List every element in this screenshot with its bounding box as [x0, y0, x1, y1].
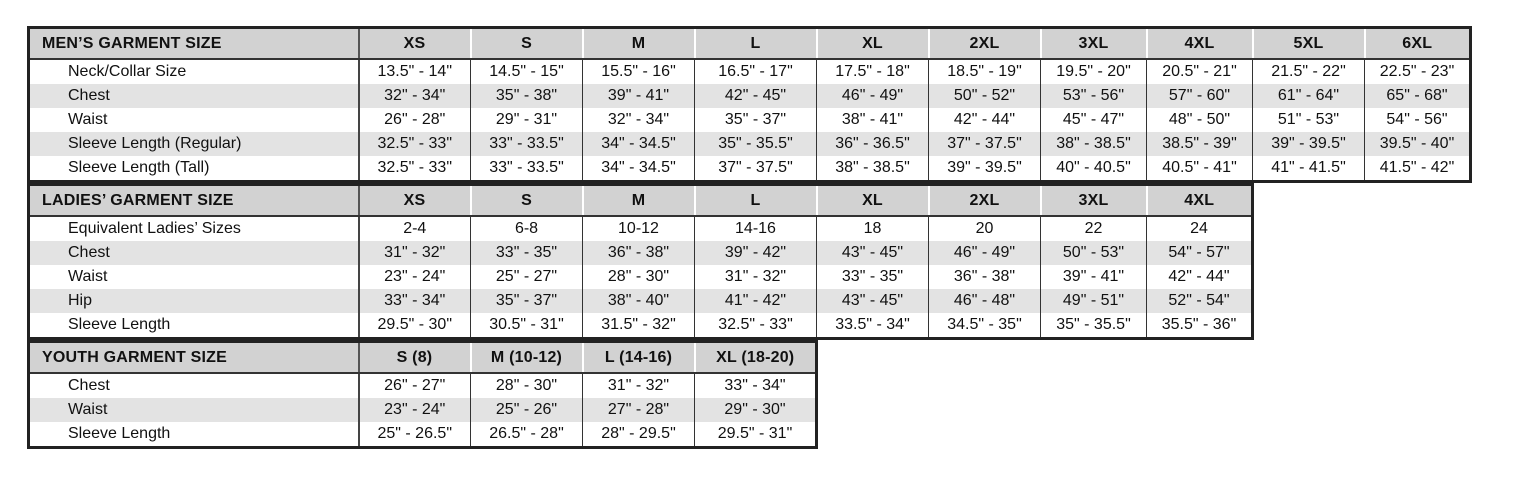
men-size-header: M	[583, 28, 695, 60]
ladies-size-header: 3XL	[1041, 185, 1147, 217]
men-size-header: 6XL	[1365, 28, 1471, 60]
youth-size-header: S (8)	[359, 342, 471, 374]
measurement-value: 31.5" - 32"	[583, 313, 695, 339]
measurement-value: 42" - 44"	[1147, 265, 1253, 289]
measurement-value: 13.5" - 14"	[359, 59, 471, 84]
table-row	[29, 132, 1471, 156]
youth-body	[29, 373, 817, 448]
measurement-value: 35" - 37"	[471, 289, 583, 313]
measurement-label: Sleeve Length	[29, 313, 359, 339]
measurement-value: 43" - 45"	[817, 289, 929, 313]
measurement-value: 23" - 24"	[359, 265, 471, 289]
measurement-value: 35" - 37"	[695, 108, 817, 132]
measurement-value: 14.5" - 15"	[471, 59, 583, 84]
measurement-value: 15.5" - 16"	[583, 59, 695, 84]
measurement-value: 25" - 26"	[471, 398, 583, 422]
measurement-value: 6-8	[471, 216, 583, 241]
measurement-value: 37" - 37.5"	[695, 156, 817, 182]
measurement-value: 32.5" - 33"	[695, 313, 817, 339]
measurement-value: 31" - 32"	[695, 265, 817, 289]
measurement-value: 30.5" - 31"	[471, 313, 583, 339]
measurement-label: Hip	[29, 289, 359, 313]
measurement-label: Sleeve Length	[29, 422, 359, 448]
measurement-value: 46" - 49"	[929, 241, 1041, 265]
measurement-value: 32.5" - 33"	[359, 156, 471, 182]
measurement-value: 14-16	[695, 216, 817, 241]
ladies-size-header: M	[583, 185, 695, 217]
men-body	[29, 59, 1471, 182]
measurement-label: Chest	[29, 241, 359, 265]
measurement-value: 38" - 38.5"	[1041, 132, 1147, 156]
measurement-value: 38.5" - 39"	[1147, 132, 1253, 156]
measurement-value: 35.5" - 36"	[1147, 313, 1253, 339]
measurement-value: 65" - 68"	[1365, 84, 1471, 108]
table-row	[29, 108, 1471, 132]
table-row	[29, 398, 817, 422]
measurement-label: Sleeve Length (Regular)	[29, 132, 359, 156]
measurement-value: 41" - 42"	[695, 289, 817, 313]
measurement-value: 39" - 39.5"	[1253, 132, 1365, 156]
measurement-value: 46" - 48"	[929, 289, 1041, 313]
measurement-label: Sleeve Length (Tall)	[29, 156, 359, 182]
measurement-value: 39.5" - 40"	[1365, 132, 1471, 156]
measurement-value: 36" - 38"	[583, 241, 695, 265]
measurement-value: 40" - 40.5"	[1041, 156, 1147, 182]
youth-header-row	[29, 342, 817, 374]
men-table-title: MEN’S GARMENT SIZE	[29, 28, 359, 60]
measurement-label: Waist	[29, 398, 359, 422]
measurement-value: 34" - 34.5"	[583, 156, 695, 182]
measurement-value: 32" - 34"	[583, 108, 695, 132]
table-row	[29, 241, 1253, 265]
ladies-size-header: L	[695, 185, 817, 217]
measurement-value: 26" - 28"	[359, 108, 471, 132]
measurement-value: 61" - 64"	[1253, 84, 1365, 108]
measurement-value: 39" - 41"	[583, 84, 695, 108]
measurement-value: 35" - 35.5"	[695, 132, 817, 156]
measurement-value: 36" - 38"	[929, 265, 1041, 289]
table-row	[29, 265, 1253, 289]
youth-size-table	[27, 340, 818, 449]
measurement-value: 33" - 34"	[695, 373, 817, 398]
measurement-value: 46" - 49"	[817, 84, 929, 108]
measurement-value: 49" - 51"	[1041, 289, 1147, 313]
measurement-value: 17.5" - 18"	[817, 59, 929, 84]
measurement-value: 45" - 47"	[1041, 108, 1147, 132]
ladies-size-header: 2XL	[929, 185, 1041, 217]
measurement-value: 48" - 50"	[1147, 108, 1253, 132]
ladies-body	[29, 216, 1253, 339]
measurement-value: 34.5" - 35"	[929, 313, 1041, 339]
ladies-size-table	[27, 183, 1254, 340]
youth-size-header: XL (18-20)	[695, 342, 817, 374]
men-size-header: XL	[817, 28, 929, 60]
measurement-value: 18.5" - 19"	[929, 59, 1041, 84]
measurement-value: 32.5" - 33"	[359, 132, 471, 156]
measurement-value: 31" - 32"	[583, 373, 695, 398]
men-size-header: S	[471, 28, 583, 60]
measurement-value: 21.5" - 22"	[1253, 59, 1365, 84]
ladies-size-header: 4XL	[1147, 185, 1253, 217]
measurement-value: 39" - 39.5"	[929, 156, 1041, 182]
table-row	[29, 156, 1471, 182]
youth-size-header: L (14-16)	[583, 342, 695, 374]
measurement-value: 41" - 41.5"	[1253, 156, 1365, 182]
measurement-value: 29" - 31"	[471, 108, 583, 132]
men-size-header: 5XL	[1253, 28, 1365, 60]
measurement-value: 33" - 35"	[471, 241, 583, 265]
table-row	[29, 422, 817, 448]
men-size-header: L	[695, 28, 817, 60]
measurement-value: 38" - 38.5"	[817, 156, 929, 182]
measurement-value: 24	[1147, 216, 1253, 241]
measurement-value: 18	[817, 216, 929, 241]
measurement-value: 28" - 30"	[583, 265, 695, 289]
measurement-value: 38" - 41"	[817, 108, 929, 132]
measurement-value: 29.5" - 30"	[359, 313, 471, 339]
measurement-label: Waist	[29, 265, 359, 289]
measurement-value: 42" - 45"	[695, 84, 817, 108]
measurement-value: 25" - 26.5"	[359, 422, 471, 448]
measurement-value: 20.5" - 21"	[1147, 59, 1253, 84]
table-row	[29, 373, 817, 398]
measurement-value: 28" - 29.5"	[583, 422, 695, 448]
measurement-value: 53" - 56"	[1041, 84, 1147, 108]
measurement-label: Neck/Collar Size	[29, 59, 359, 84]
measurement-value: 25" - 27"	[471, 265, 583, 289]
measurement-value: 39" - 42"	[695, 241, 817, 265]
measurement-value: 33" - 35"	[817, 265, 929, 289]
measurement-value: 29.5" - 31"	[695, 422, 817, 448]
men-size-header: XS	[359, 28, 471, 60]
measurement-value: 38" - 40"	[583, 289, 695, 313]
table-row	[29, 216, 1253, 241]
measurement-value: 10-12	[583, 216, 695, 241]
men-header-row	[29, 28, 1471, 60]
measurement-value: 16.5" - 17"	[695, 59, 817, 84]
ladies-size-header: S	[471, 185, 583, 217]
measurement-value: 42" - 44"	[929, 108, 1041, 132]
measurement-value: 43" - 45"	[817, 241, 929, 265]
men-size-table	[27, 26, 1472, 183]
ladies-size-header: XS	[359, 185, 471, 217]
men-size-header: 3XL	[1041, 28, 1147, 60]
measurement-value: 33" - 33.5"	[471, 132, 583, 156]
measurement-value: 22	[1041, 216, 1147, 241]
measurement-value: 33" - 34"	[359, 289, 471, 313]
measurement-value: 41.5" - 42"	[1365, 156, 1471, 182]
measurement-value: 32" - 34"	[359, 84, 471, 108]
table-row	[29, 289, 1253, 313]
table-row	[29, 59, 1471, 84]
measurement-value: 2-4	[359, 216, 471, 241]
measurement-value: 34" - 34.5"	[583, 132, 695, 156]
measurement-label: Chest	[29, 373, 359, 398]
measurement-value: 50" - 53"	[1041, 241, 1147, 265]
measurement-value: 39" - 41"	[1041, 265, 1147, 289]
measurement-value: 29" - 30"	[695, 398, 817, 422]
measurement-value: 54" - 56"	[1365, 108, 1471, 132]
measurement-value: 37" - 37.5"	[929, 132, 1041, 156]
measurement-value: 52" - 54"	[1147, 289, 1253, 313]
measurement-value: 51" - 53"	[1253, 108, 1365, 132]
ladies-table-title: LADIES’ GARMENT SIZE	[29, 185, 359, 217]
measurement-value: 26.5" - 28"	[471, 422, 583, 448]
measurement-value: 54" - 57"	[1147, 241, 1253, 265]
measurement-label: Equivalent Ladies’ Sizes	[29, 216, 359, 241]
ladies-header-row	[29, 185, 1253, 217]
measurement-value: 28" - 30"	[471, 373, 583, 398]
ladies-size-header: XL	[817, 185, 929, 217]
men-size-header: 4XL	[1147, 28, 1253, 60]
measurement-value: 20	[929, 216, 1041, 241]
table-row	[29, 84, 1471, 108]
measurement-value: 50" - 52"	[929, 84, 1041, 108]
measurement-value: 27" - 28"	[583, 398, 695, 422]
measurement-value: 40.5" - 41"	[1147, 156, 1253, 182]
youth-table-title: YOUTH GARMENT SIZE	[29, 342, 359, 374]
measurement-value: 33.5" - 34"	[817, 313, 929, 339]
measurement-value: 35" - 38"	[471, 84, 583, 108]
measurement-value: 31" - 32"	[359, 241, 471, 265]
measurement-label: Waist	[29, 108, 359, 132]
measurement-value: 57" - 60"	[1147, 84, 1253, 108]
men-size-header: 2XL	[929, 28, 1041, 60]
measurement-value: 35" - 35.5"	[1041, 313, 1147, 339]
measurement-value: 19.5" - 20"	[1041, 59, 1147, 84]
measurement-value: 33" - 33.5"	[471, 156, 583, 182]
measurement-value: 36" - 36.5"	[817, 132, 929, 156]
youth-size-header: M (10-12)	[471, 342, 583, 374]
measurement-label: Chest	[29, 84, 359, 108]
table-row	[29, 313, 1253, 339]
measurement-value: 22.5" - 23"	[1365, 59, 1471, 84]
measurement-value: 23" - 24"	[359, 398, 471, 422]
measurement-value: 26" - 27"	[359, 373, 471, 398]
